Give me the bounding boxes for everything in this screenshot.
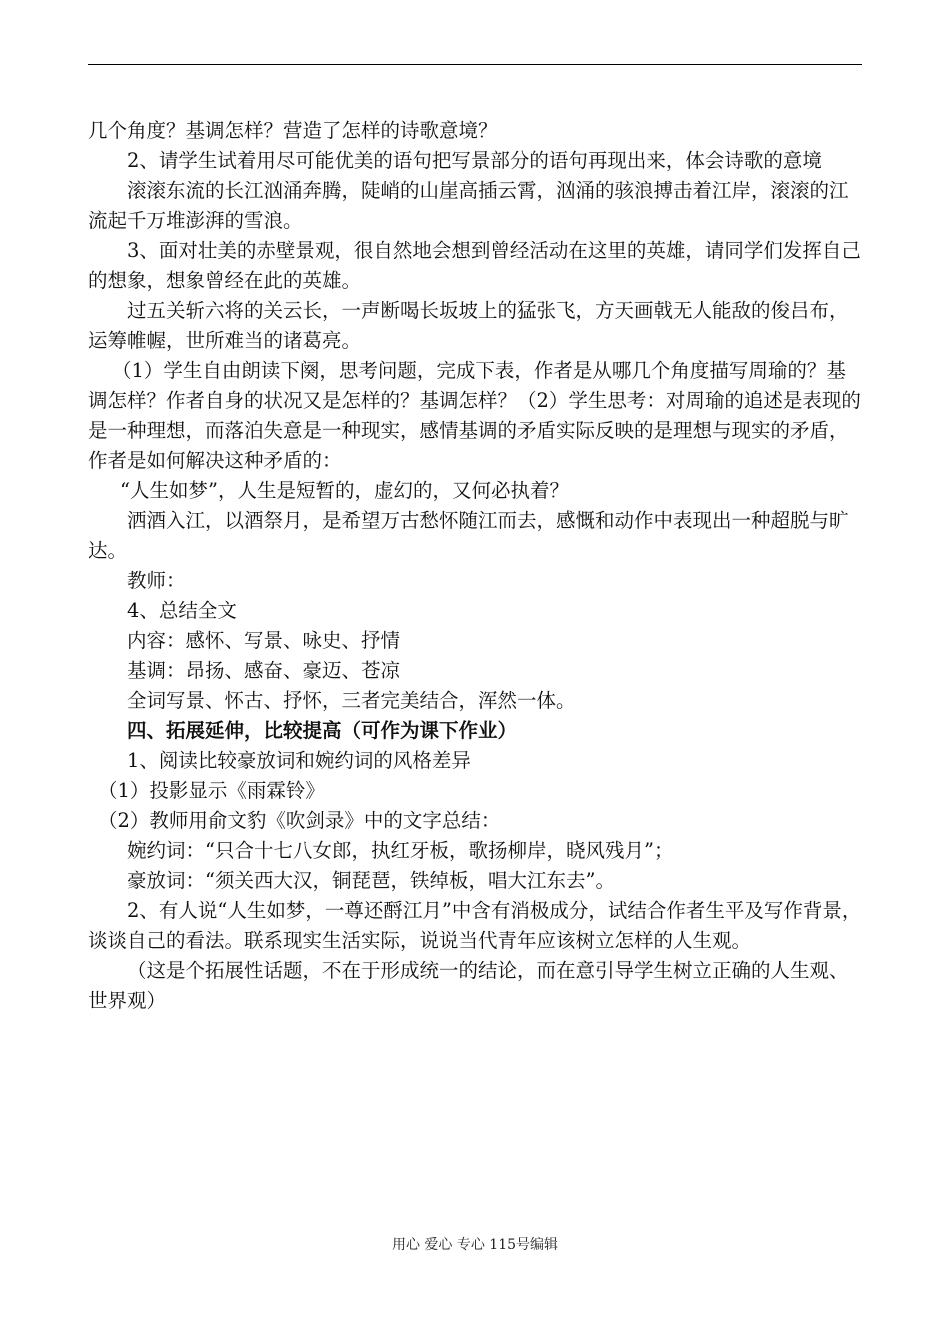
document-body <box>88 116 864 1016</box>
paragraph: 豪放词：“须关西大汉，铜琵琶，铁绰板，唱大江东去”。 <box>127 869 615 892</box>
paragraph: 全词写景、怀古、抒怀，三者完美结合，浑然一体。 <box>127 689 576 712</box>
section-heading: 四、拓展延伸，比较提高（可作为课下作业） <box>127 719 518 742</box>
paragraph: 教师： <box>127 569 186 592</box>
paragraph: （1）投影显示《雨霖铃》 <box>98 779 325 802</box>
page-footer: 用心 爱心 专心 115号编辑 <box>391 1237 559 1253</box>
paragraph: （这是个拓展性话题，不在于形成统一的结论，而在意引导学生树立正确的人生观、世界观） <box>88 959 849 1012</box>
paragraph: 2、有人说“人生如梦，一尊还酹江月”中含有消极成分，试结合作者生平及写作背景，谈谈自己的看法。联系现实生活实际，说说当代青年应该树立怎样的人生观。 <box>88 899 862 952</box>
paragraph: 内容：感怀、写景、咏史、抒情 <box>127 629 401 652</box>
paragraph: 1、阅读比较豪放词和婉约词的风格差异 <box>127 749 471 772</box>
paragraph: 滚滚东流的长江汹涌奔腾，陡峭的山崖高插云霄，汹涌的骇浪搏击着江岸，滚滚的江流起千万堆澎湃的雪浪。 <box>88 179 849 232</box>
paragraph: 2、请学生试着用尽可能优美的语句把写景部分的语句再现出来，体会诗歌的意境 <box>127 149 822 172</box>
quote-line: “人生如梦”，人生是短暂的，虚幻的，又何必执着？ <box>120 479 569 502</box>
paragraph: （1）学生自由朗读下阕，思考问题，完成下表，作者是从哪几个角度描写周瑜的？基调怎样？作者自身的状况又是怎样的？基调怎样？（2）学生思考：对周瑜的追述是表现的是一种理想，而落泊失意是一种现实，感情基调的矛盾实际反映的是理想与现实的矛盾，作者是如何解决这种矛盾的： <box>88 359 861 472</box>
paragraph: 3、面对壮美的赤壁景观，很自然地会想到曾经活动在这里的英雄，请同学们发挥自己的想象，想象曾经在此的英雄。 <box>88 239 861 292</box>
paragraph: 过五关斩六将的关云长，一声断喝长坂坡上的猛张飞，方天画戟无人能敌的俊吕布，运筹帷幄，世所难当的诸葛亮。 <box>88 299 849 352</box>
paragraph: 婉约词：“只合十七八女郎，执红牙板，歌扬柳岸，晓风残月”； <box>127 839 674 862</box>
header-rule <box>88 64 862 65</box>
paragraph: 4、总结全文 <box>127 599 237 622</box>
paragraph: （2）教师用俞文豹《吹剑录》中的文字总结： <box>98 809 501 832</box>
paragraph: 洒酒入江，以酒祭月，是希望万古愁怀随江而去，感慨和动作中表现出一种超脱与旷达。 <box>88 509 849 562</box>
paragraph: 几个角度？基调怎样？营造了怎样的诗歌意境？ <box>88 119 498 142</box>
paragraph: 基调：昂扬、感奋、豪迈、苍凉 <box>127 659 401 682</box>
